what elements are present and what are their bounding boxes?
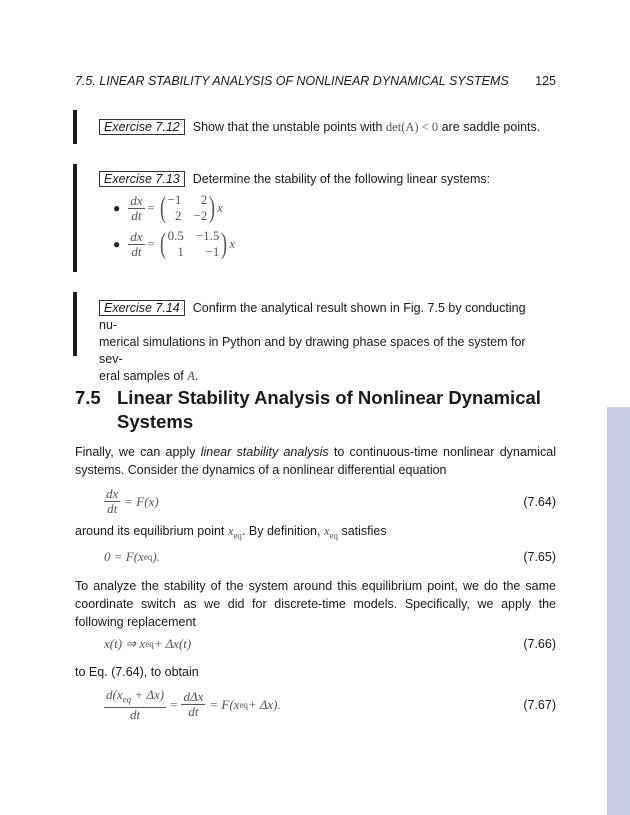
equation-7-65: 0 = F(x eq ). (7.65)	[104, 549, 556, 564]
equation-number: (7.67)	[523, 697, 556, 712]
section-number: 7.5	[75, 387, 101, 408]
paragraph-1: Finally, we can apply linear stability analysis to continuous-time nonlinear dynamical systems. Consider the dynamics of a nonlinear differential equation	[75, 445, 557, 477]
fraction-left: $\frac{d(x_{eq} + \Delta x)}{dt}$	[106, 687, 165, 722]
running-header	[75, 74, 556, 88]
page-number: 125	[535, 74, 556, 88]
exercise-text-end: are saddle points.	[438, 120, 541, 134]
exercise-math: det(A) < 0	[385, 120, 439, 134]
exercise-label: Exercise 7.13	[99, 171, 185, 187]
bullet: ●	[113, 236, 121, 251]
equals-sign: =	[170, 696, 178, 712]
sidebar-tab	[607, 407, 630, 815]
equation-rhs: = F(x	[209, 696, 240, 712]
section-heading	[75, 386, 560, 434]
equation-7-64	[104, 487, 556, 516]
state-variable: x	[229, 236, 235, 251]
derivative-fraction: $\frac{dx}{dt}$	[106, 486, 119, 516]
bullet: ●	[113, 200, 121, 215]
linear-system-2	[113, 228, 490, 260]
coefficient-matrix: ( −1 2 2 −2 )	[159, 191, 216, 224]
exercise-label: Exercise 7.14	[99, 300, 185, 316]
exercise-text: Show that the unstable points with	[192, 120, 386, 134]
derivative-fraction: $\frac{dx}{dt}$	[130, 192, 143, 223]
equals-sign: =	[147, 236, 155, 251]
exercise-text-line1: Confirm the analytical result shown in Fig. 7.5 by conducting nu-	[99, 301, 526, 332]
equation-rhs: = F(x)	[124, 493, 159, 509]
emphasis: linear stability analysis	[200, 445, 329, 459]
paragraph-3: To analyze the stability of the system around this equilibrium point, we do the same coordinate switch as we did for discrete-time models. Specifically, we apply the following replacement	[75, 579, 556, 629]
exercise-7-13	[73, 164, 490, 272]
coefficient-matrix: ( 0.5 −1.5 1 −1 )	[159, 227, 228, 260]
state-variable: x	[217, 200, 223, 215]
equation-7-67: $\frac{d(x_{eq} + \Delta x)}{dt}$ = $\frac{\text{dΔx}}{dt}$ = F(x eq + Δx). (7.67)	[106, 687, 556, 722]
linear-system-1	[113, 192, 490, 224]
exercise-7-12	[73, 110, 540, 144]
exercise-text-line2: merical simulations in Python and by drawing phase spaces of the system for sev-	[99, 335, 526, 366]
exercise-7-14	[73, 292, 528, 383]
equation-7-66: x(t) ⇒ x eq + Δx(t) (7.66)	[104, 636, 556, 651]
paragraph-2: around its equilibrium point $x_{eq}$. By definition, $x_{eq}$ satisfies	[75, 524, 387, 541]
exercise-label: Exercise 7.12	[99, 119, 185, 135]
equation-lhs: x(t) ⇒ x	[104, 636, 146, 651]
section-title: Linear Stability Analysis of Nonlinear Dynamical Systems	[117, 387, 541, 432]
equation-number: (7.65)	[523, 550, 556, 564]
paragraph-4: to Eq. (7.64), to obtain	[75, 665, 199, 679]
derivative-fraction: $\frac{dx}{dt}$	[130, 228, 143, 259]
running-title: 7.5. LINEAR STABILITY ANALYSIS OF NONLINEAR DYNAMICAL SYSTEMS	[75, 74, 509, 88]
exercise-text-end: .	[194, 369, 199, 383]
fraction-right: $\frac{\text{dΔx}}{dt}$	[183, 689, 204, 720]
equation-number: (7.66)	[523, 637, 556, 651]
exercise-math: A	[187, 369, 195, 383]
equation-number: (7.64)	[523, 494, 556, 509]
exercise-text: Determine the stability of the following linear systems:	[192, 172, 491, 186]
equals-sign: =	[147, 200, 155, 215]
equation-lhs: 0 = F(x	[104, 549, 144, 564]
exercise-text-line3: eral samples of	[99, 369, 188, 383]
